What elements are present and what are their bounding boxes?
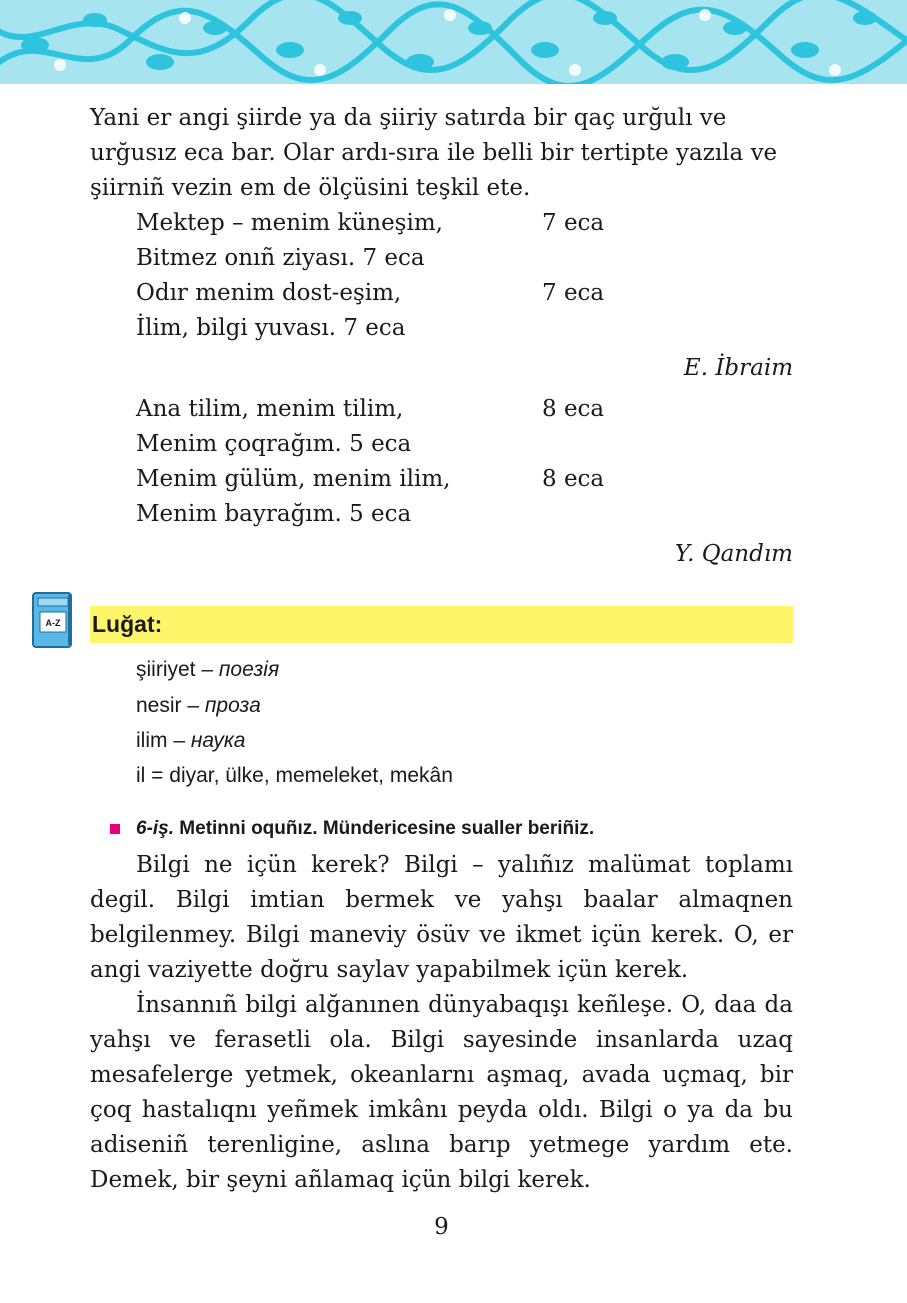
vocabulary-title: Luğat: bbox=[92, 611, 163, 637]
vocabulary-entry bbox=[136, 652, 279, 687]
poem2-syllable-count: 8 eca bbox=[542, 466, 605, 492]
task-bullet-icon bbox=[110, 824, 120, 834]
vocabulary-word: nesir – bbox=[136, 694, 205, 717]
poem1-line: Odır menim dost-eşim, bbox=[136, 280, 402, 306]
poem1-line: Mektep – menim küneşim, bbox=[136, 210, 443, 236]
page-number: 9 bbox=[434, 1214, 449, 1240]
body-paragraph: İnsannıñ bilgi alğanınen dünyabaqışı keñleşe. O, daa da yahşı ve ferasetli ola. Bilgi sayesinde insanlarda uzaq mesafelerge yetmek, okeanlarnı aşmaq, avada uçmaq, bir çoq hastalıqnı yeñmek imkânı peyda oldı. Bilgi o ya da bu adiseniñ terenligine, aslına barıp yetmege yardım ete. Demek, bir şeyni añlamaq içün bilgi kerek. bbox=[90, 992, 793, 1193]
vocabulary-translation: проза bbox=[204, 694, 261, 717]
body-text bbox=[90, 848, 793, 1198]
poem1-syllable-count: 7 eca bbox=[542, 280, 605, 306]
vocabulary-entry bbox=[136, 758, 453, 793]
vocabulary-translation: наука bbox=[190, 729, 246, 752]
ornament-banner bbox=[0, 0, 907, 84]
vocabulary-word: il = diyar, ülke, memeleket, mekân bbox=[136, 764, 453, 787]
dictionary-book-icon bbox=[32, 592, 74, 648]
vocabulary-translation: поезія bbox=[218, 658, 280, 681]
poem1-syllable-count: 7 eca bbox=[542, 210, 605, 236]
vocabulary-word: şiiriyet – bbox=[136, 658, 219, 681]
task-instruction bbox=[136, 812, 594, 846]
intro-line: Yani er angi şiirde ya da şiiriy satırda bir qaç urğulı ve bbox=[90, 105, 727, 131]
poem2-syllable-count: 8 eca bbox=[542, 396, 605, 422]
poem2-line: Menim gülüm, menim ilim, bbox=[136, 466, 451, 492]
poem1-line: İlim, bilgi yuvası. 7 eca bbox=[136, 315, 406, 341]
body-paragraph: Bilgi ne içün kerek? Bilgi – yalıñız malümat toplamı degil. Bilgi imtian bermek ve yahşı baalar almaqnen belgilenmey. Bilgi maneviy ösüv ve ikmet içün kerek. O, er angi vaziyette doğru saylav yapabilmek içün kerek. bbox=[90, 852, 793, 983]
intro-line: urğusız eca bar. Olar ardı-sıra ile belli bir tertipte yazıla ve bbox=[90, 140, 778, 166]
intro-line: şiirniñ vezin em de ölçüsini teşkil ete. bbox=[90, 175, 531, 201]
poem1-line: Bitmez onıñ ziyası. 7 eca bbox=[136, 245, 425, 271]
vocabulary-heading-bar bbox=[90, 606, 793, 643]
vocabulary-entry bbox=[136, 723, 245, 758]
icon-label: A-Z bbox=[45, 618, 61, 628]
intro-paragraph bbox=[90, 101, 793, 206]
poem1-author: E. İbraim bbox=[683, 355, 793, 381]
poem2-author: Y. Qandım bbox=[674, 541, 793, 567]
task-text: Metinni oquñız. Mündericesine sualler beriñiz. bbox=[174, 818, 595, 839]
poem2-line: Menim çoqrağım. 5 eca bbox=[136, 431, 412, 457]
vocabulary-entry bbox=[136, 688, 261, 723]
vocabulary-word: ilim – bbox=[136, 729, 191, 752]
poem2-line: Menim bayrağım. 5 eca bbox=[136, 501, 412, 527]
task-number: 6-iş. bbox=[136, 818, 175, 839]
poem2-line: Ana tilim, menim tilim, bbox=[136, 396, 404, 422]
